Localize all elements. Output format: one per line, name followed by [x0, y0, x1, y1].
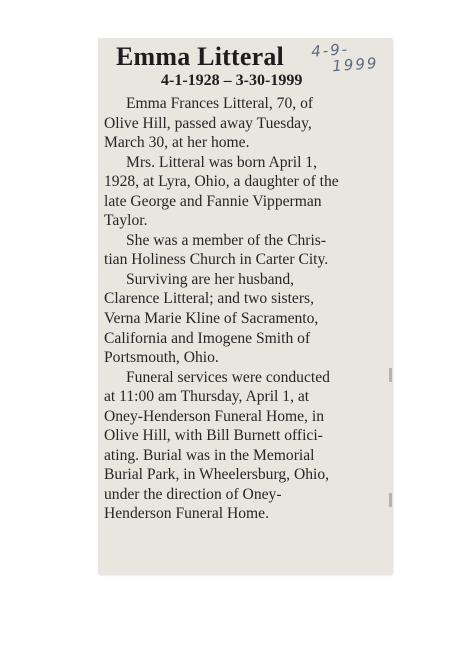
text-line: Burial Park, in Wheelersburg, Ohio,: [104, 466, 330, 484]
paragraph-death-notice: [104, 94, 388, 153]
text-line: Olive Hill, with Bill Burnett offici-: [104, 427, 323, 445]
paragraph-birth: [104, 153, 388, 231]
paper-edge-mark: [389, 368, 392, 382]
text-line: Olive Hill, passed away Tuesday,: [104, 114, 312, 132]
text-line: Taylor.: [104, 212, 148, 230]
text-line: Henderson Funeral Home.: [104, 505, 269, 523]
paragraph-services: [104, 368, 388, 524]
text-line: Portsmouth, Ohio.: [104, 349, 219, 367]
handwritten-date-line1: 4-9-: [310, 40, 350, 61]
text-line: 1928, at Lyra, Ohio, a daughter of the: [104, 173, 339, 191]
text-line: She was a member of the Chris-: [126, 231, 327, 249]
text-line: under the direction of Oney-: [104, 485, 282, 503]
handwritten-date-annotation: [311, 38, 389, 83]
text-line: Oney-Henderson Funeral Home, in: [104, 407, 324, 425]
paragraph-survivors: [104, 270, 388, 368]
text-line: Clarence Litteral; and two sisters,: [104, 290, 315, 308]
text-line: California and Imogene Smith of: [104, 329, 311, 347]
newspaper-clipping: [98, 38, 392, 574]
text-line: ating. Burial was in the Memorial: [104, 446, 315, 464]
obituary-headline: Emma Litteral: [116, 42, 284, 71]
text-line: Emma Frances Litteral, 70, of: [126, 95, 314, 112]
paragraph-church: [104, 231, 388, 270]
text-line: at 11:00 am Thursday, April 1, at: [104, 388, 310, 406]
obituary-body: [104, 94, 388, 524]
text-line: Funeral services were conducted: [126, 368, 330, 386]
text-line: late George and Fannie Vipperman: [104, 192, 322, 210]
text-line: Verna Marie Kline of Sacramento,: [104, 310, 319, 328]
paper-edge-mark: [389, 493, 392, 507]
text-line: tian Holiness Church in Carter City.: [104, 251, 329, 269]
text-line: Surviving are her husband,: [126, 270, 295, 288]
life-dates: 4-1-1928 – 3-30-1999: [161, 72, 303, 89]
handwritten-date-line2: 1999: [331, 54, 380, 76]
text-line: March 30, at her home.: [104, 134, 250, 152]
text-line: Mrs. Litteral was born April 1,: [126, 153, 317, 171]
